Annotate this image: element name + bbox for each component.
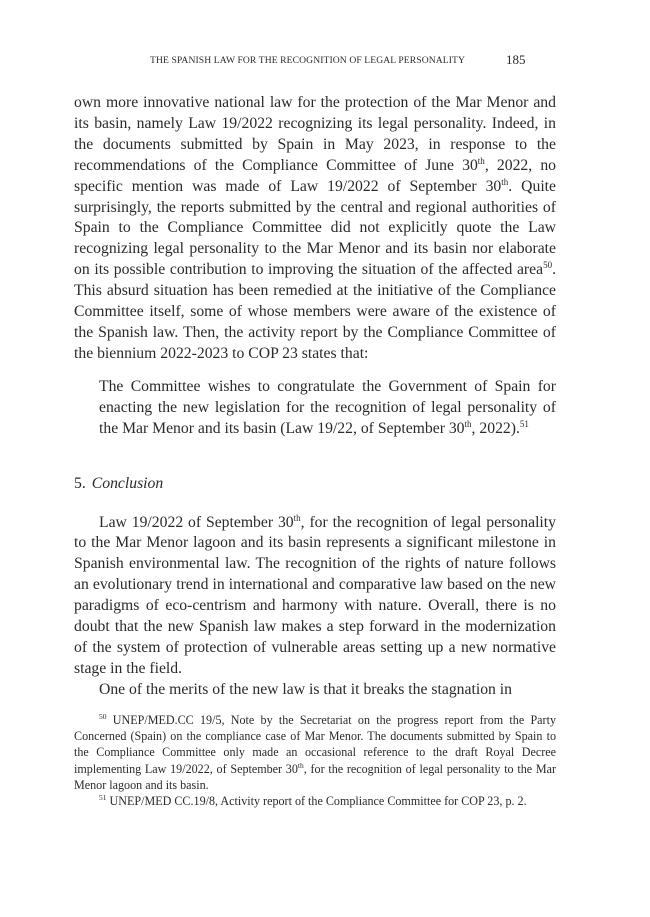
footnote-51-text: UNEP/MED CC.19/8, Activity report of the Compliance Committee for COP 23, p. 2. bbox=[106, 794, 527, 809]
main-text bbox=[74, 93, 556, 701]
superscript-th: th bbox=[501, 176, 509, 187]
quote-text-a: The Committee wishes to congratulate the Government of Spain for enacting the new legislation for the recognition of legal personality of the Mar Menor and its basin (Law 19/22, of September 30 bbox=[99, 377, 556, 437]
paragraph-2-text-b: , for the recognition of legal personality to the Mar Menor lagoon and its basin represents a significant milestone in Spanish environmental law. The recognition of the rights of nature follows an evolutionary trend in international and comparative law based on the new paradigms of eco-centrism and harmony with nature. Overall, there is no doubt that the new Spanish law makes a step forward in the modernization of the system of protection of vulnerable areas setting up a new normative stage in the field. bbox=[74, 513, 556, 677]
paragraph-1-text-a: own more innovative national law for the protection of the Mar Menor and its basin, namely Law 19/2022 recognizing its legal personality. Indeed, in the documents submitted by Spain in May 2023, in response to the recommendations of the Compliance Committee of June 30 bbox=[74, 94, 556, 174]
section-title: Conclusion bbox=[91, 474, 164, 492]
superscript-th: th bbox=[293, 512, 301, 523]
section-number: 5. bbox=[74, 474, 86, 492]
footnote-50-text-b: , for the recognition of legal personality to the Mar Menor lagoon and its basin. bbox=[74, 761, 556, 792]
page-number: 185 bbox=[506, 52, 526, 67]
footnote-50-text-a: UNEP/MED.CC 19/5, Note by the Secretariat on the progress report from the Party Concerned (Spain) on the compliance case of Mar Menor. The documents submitted by Spain to the Compliance Committee only made an occasional reference to the draft Royal Decree implementing Law 19/2022, of September 30 bbox=[74, 713, 556, 776]
paragraph-1-text-d: . This absurd situation has been remedied at the initiative of the Compliance Committee itself, some of whose members were aware of the existence of the Spanish law. Then, the activity report by the Compliance Committee of the biennium 2022-2023 to COP 23 states that: bbox=[74, 261, 556, 362]
paragraph-2-text-a: Law 19/2022 of September 30 bbox=[99, 513, 294, 531]
block-quote bbox=[99, 377, 556, 440]
quote-text-b: , 2022). bbox=[471, 419, 520, 437]
footnote-50 bbox=[74, 712, 556, 793]
footnote-ref-50: 50 bbox=[543, 260, 553, 271]
paragraph-1 bbox=[74, 93, 556, 365]
paragraph-2 bbox=[74, 513, 556, 680]
superscript-th: th bbox=[297, 760, 304, 770]
superscript-th: th bbox=[464, 418, 472, 429]
paragraph-3-text: One of the merits of the new law is that it breaks the stagnation in bbox=[99, 680, 512, 698]
section-heading bbox=[74, 473, 556, 494]
footnote-marker-51: 51 bbox=[99, 792, 107, 802]
footnote-ref-51: 51 bbox=[519, 418, 529, 429]
footnote-marker-50: 50 bbox=[99, 711, 107, 721]
running-head: THE SPANISH LAW FOR THE RECOGNITION OF LEGAL PERSONALITY bbox=[150, 55, 466, 66]
paragraph-3 bbox=[74, 680, 556, 701]
superscript-th: th bbox=[477, 155, 485, 166]
footnote-51 bbox=[74, 793, 556, 809]
paragraph-1-text-c: . Quite surprisingly, the reports submitted by the central and regional authorities of Spain to the Compliance Committee did not explicitly quote the Law recognizing legal personality to the Mar Menor and its basin nor elaborate on its possible contribution to improving the situation of the affected area bbox=[74, 177, 556, 279]
footnotes bbox=[74, 712, 556, 809]
paragraph-1-text-b: , 2022, no specific mention was made of Law 19/2022 of September 30 bbox=[74, 156, 557, 195]
